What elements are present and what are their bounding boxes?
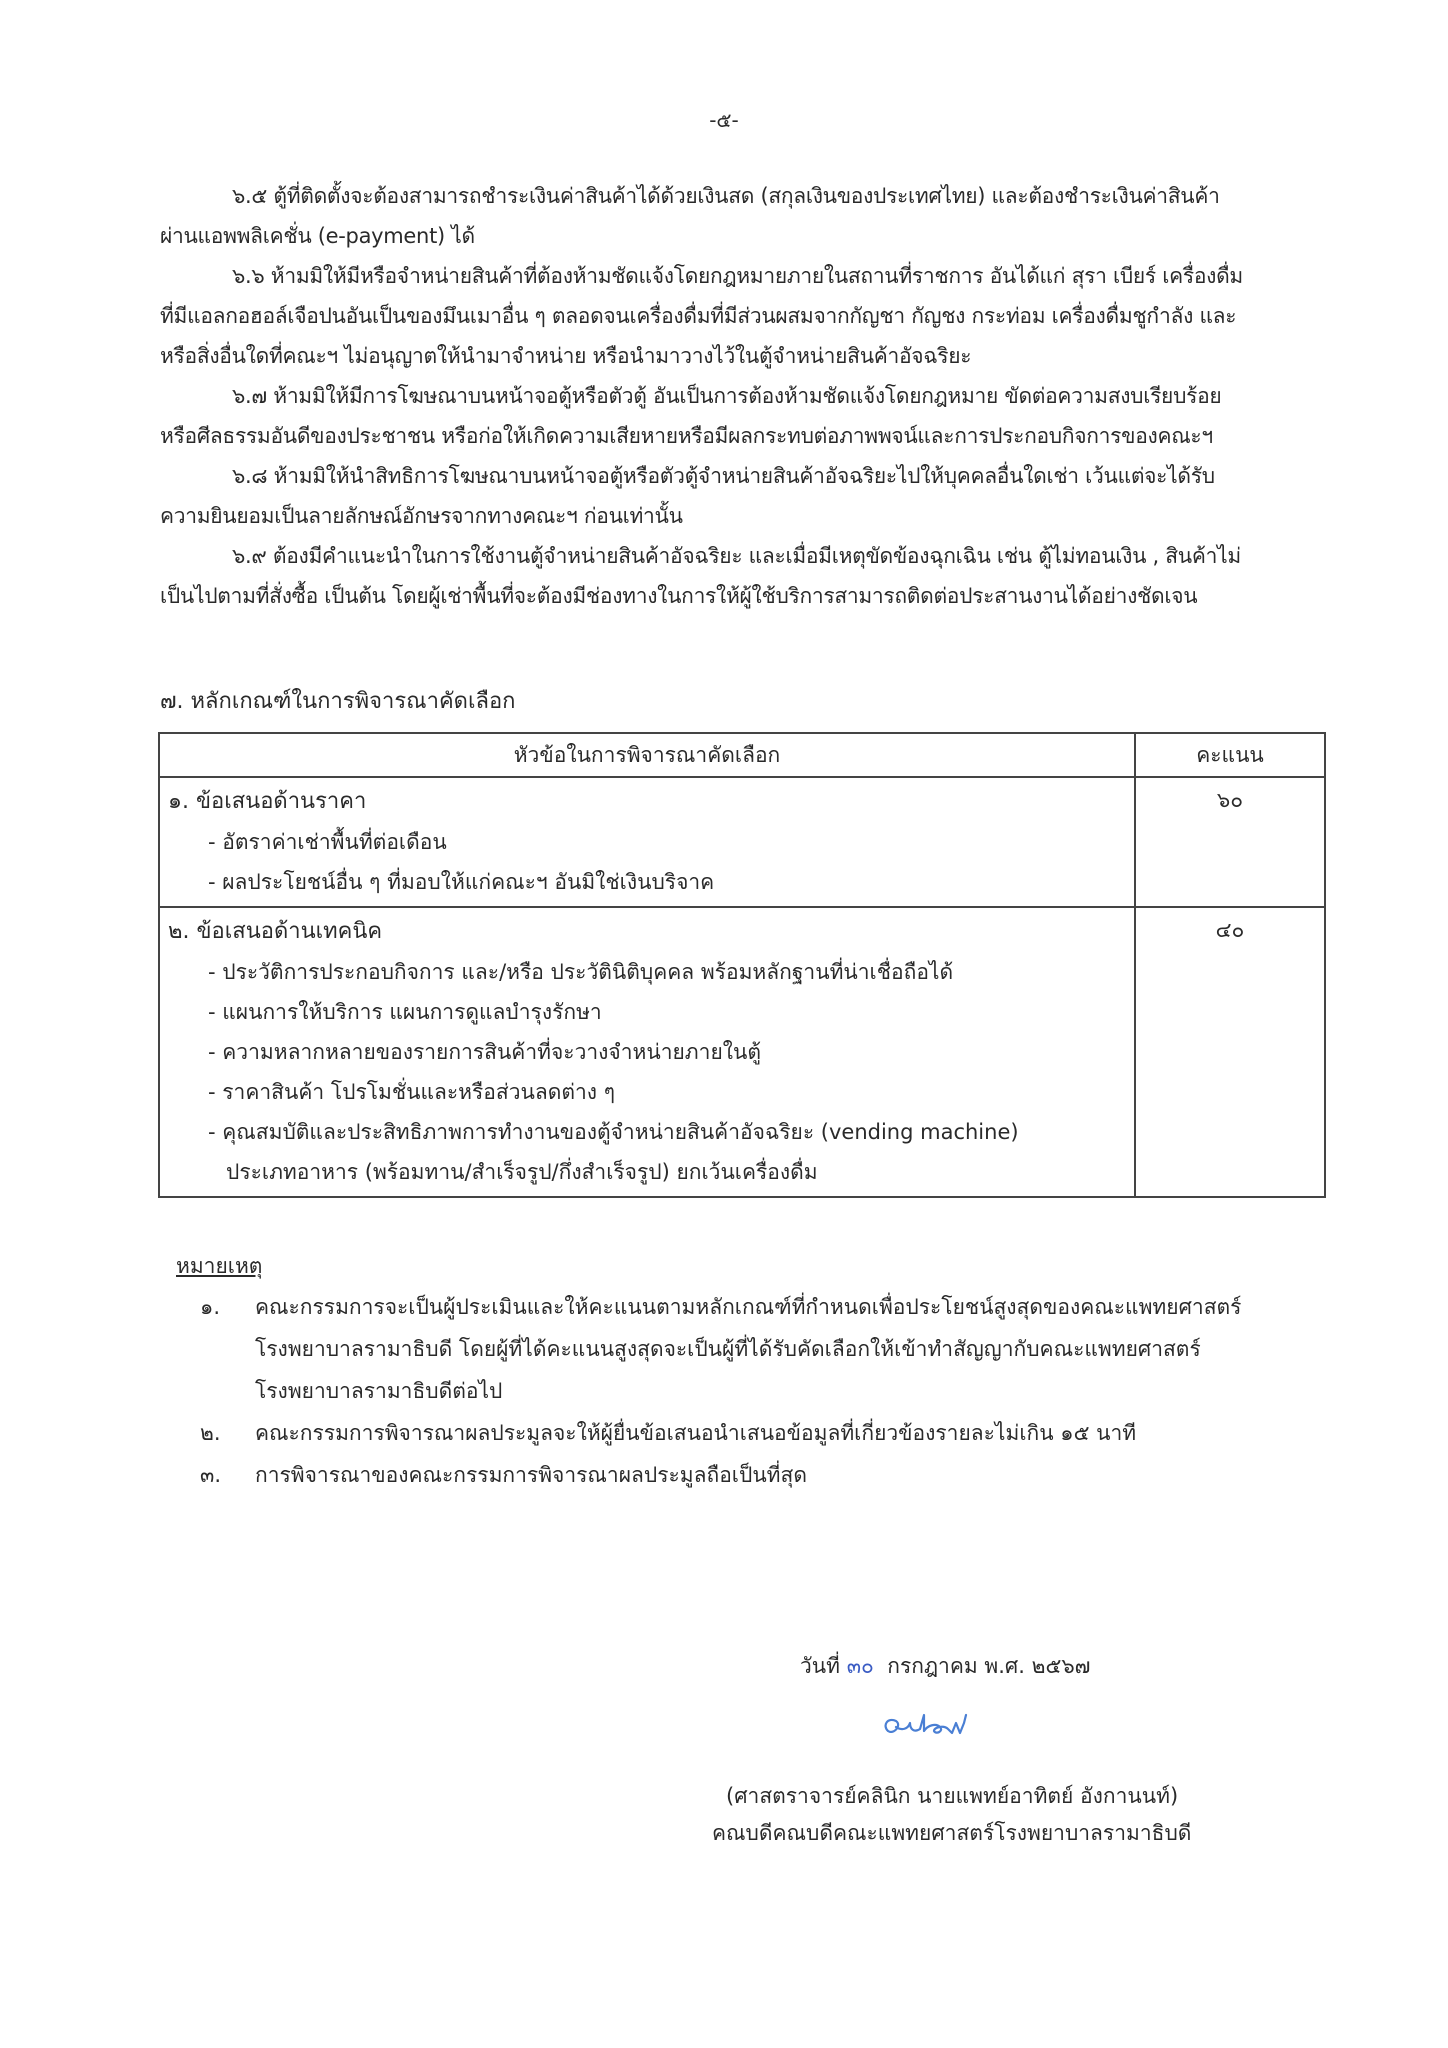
clause-line: หรือสิ่งอื่นใดที่คณะฯ ไม่อนุญาตให้นำมาจำหน่าย หรือนำมาวางไว้ในตู้จำหน่ายสินค้าอัจฉริยะ [160, 344, 972, 368]
signature-scribble-icon [880, 1705, 980, 1745]
notes-list [200, 1286, 1360, 1496]
signature-image [880, 1705, 980, 1745]
note-number: ๓. [200, 1463, 222, 1487]
topic-item: - แผนการให้บริการ แผนการดูแลบำรุงรักษา [208, 1000, 602, 1024]
header-topic: หัวข้อในการพิจารณาคัดเลือก [159, 733, 1135, 777]
signer-name: (ศาสตราจารย์คลินิก นายแพทย์อาทิตย์ อังกานนท์) [726, 1784, 1179, 1808]
clause-6-6 [160, 256, 1360, 376]
document-date [800, 1648, 1090, 1684]
section-7-title: ๗. หลักเกณฑ์ในการพิจารณาคัดเลือก [160, 689, 516, 714]
topic-item: - คุณสมบัติและประสิทธิภาพการทำงานของตู้จำหน่ายสินค้าอัจฉริยะ (vending machine) [208, 1120, 1019, 1144]
score-cell: ๔๐ [1135, 907, 1325, 1197]
note-body [255, 1454, 807, 1496]
clause-line: ๖.๖ ห้ามมิให้มีหรือจำหน่ายสินค้าที่ต้องห้ามชัดแจ้งโดยกฎหมายภายในสถานที่ราชการ อันได้แก่ สุรา เบียร์ เครื่องดื่ม [232, 264, 1243, 288]
note-number: ๒. [200, 1421, 221, 1445]
table-header-row [159, 733, 1325, 777]
note-body [255, 1286, 1241, 1412]
note-number: ๑. [200, 1295, 221, 1319]
date-prefix: วันที่ [800, 1654, 840, 1678]
clause-line: ๖.๙ ต้องมีคำแนะนำในการใช้งานตู้จำหน่ายสินค้าอัจฉริยะ และเมื่อมีเหตุขัดข้องฉุกเฉิน เช่น ตู้ไม่ทอนเงิน , สินค้าไม่ [232, 544, 1241, 568]
note-body [255, 1412, 1136, 1454]
note-item [200, 1412, 1360, 1454]
table-row [159, 777, 1325, 907]
clause-6-5 [160, 176, 1360, 256]
clause-6-8 [160, 456, 1360, 536]
date-day: ๓๐ [846, 1654, 874, 1678]
notes-title: หมายเหตุ [176, 1254, 263, 1278]
signer-title: คณบดีคณบดีคณะแพทยศาสตร์โรงพยาบาลรามาธิบดี [712, 1821, 1192, 1845]
note-line: คณะกรรมการจะเป็นผู้ประเมินและให้คะแนนตามหลักเกณฑ์ที่กำหนดเพื่อประโยชน์สูงสุดของคณะแพทยศาสตร์ [255, 1295, 1242, 1319]
score-cell: ๖๐ [1135, 777, 1325, 907]
clause-line: ๖.๘ ห้ามมิให้นำสิทธิการโฆษณาบนหน้าจอตู้หรือตัวตู้จำหน่ายสินค้าอัจฉริยะไปให้บุคคลอื่นใดเช่า เว้นแต่จะได้รับ [232, 464, 1215, 488]
page-number: -๕- [709, 108, 739, 132]
topic-item: - ผลประโยชน์อื่น ๆ ที่มอบให้แก่คณะฯ อันมิใช่เงินบริจาค [208, 870, 715, 894]
clause-line: ที่มีแอลกอฮอล์เจือปนอันเป็นของมึนเมาอื่น ๆ ตลอดจนเครื่องดื่มที่มีส่วนผสมจากกัญชา กัญชง กระท่อม เครื่องดื่มชูกำลัง และ [160, 304, 1237, 328]
clause-line: ๖.๗ ห้ามมิให้มีการโฆษณาบนหน้าจอตู้หรือตัวตู้ อันเป็นการต้องห้ามชัดแจ้งโดยกฎหมาย ขัดต่อความสงบเรียบร้อย [232, 384, 1222, 408]
topic-item-continuation: ประเภทอาหาร (พร้อมทาน/สำเร็จรูป/กึ่งสำเร็จรูป) ยกเว้นเครื่องดื่ม [226, 1160, 818, 1184]
table-row [159, 907, 1325, 1197]
note-line: โรงพยาบาลรามาธิบดีต่อไป [255, 1379, 503, 1403]
topic-item: - อัตราค่าเช่าพื้นที่ต่อเดือน [208, 830, 447, 854]
clause-line: ความยินยอมเป็นลายลักษณ์อักษรจากทางคณะฯ ก่อนเท่านั้น [160, 504, 683, 528]
topic-cell [159, 907, 1135, 1197]
topic-item: - ความหลากหลายของรายการสินค้าที่จะวางจำหน่ายภายในตู้ [208, 1040, 761, 1064]
header-score: คะแนน [1135, 733, 1325, 777]
topic-heading: ๒. ข้อเสนอด้านเทคนิค [168, 919, 383, 944]
clause-line: หรือศีลธรรมอันดีของประชาชน หรือก่อให้เกิดความเสียหายหรือมีผลกระทบต่อภาพพจน์และการประกอบกิจการของคณะฯ [160, 424, 1213, 448]
clause-line: เป็นไปตามที่สั่งซื้อ เป็นต้น โดยผู้เช่าพื้นที่จะต้องมีช่องทางในการให้ผู้ใช้บริการสามารถติดต่อประสานงานได้อย่างชัดเจน [160, 584, 1198, 608]
topic-item: - ประวัติการประกอบกิจการ และ/หรือ ประวัตินิติบุคคล พร้อมหลักฐานที่น่าเชื่อถือได้ [208, 960, 954, 984]
topic-cell [159, 777, 1135, 907]
clause-6-7 [160, 376, 1360, 456]
clause-line: ผ่านแอพพลิเคชั่น (e-payment) ได้ [160, 224, 475, 248]
note-item [200, 1286, 1360, 1412]
note-line: คณะกรรมการพิจารณาผลประมูลจะให้ผู้ยื่นข้อเสนอนำเสนอข้อมูลที่เกี่ยวข้องรายละไม่เกิน ๑๕ นาที [255, 1421, 1137, 1445]
date-month-year: กรกฎาคม พ.ศ. ๒๕๖๗ [887, 1654, 1091, 1678]
note-line: การพิจารณาของคณะกรรมการพิจารณาผลประมูลถือเป็นที่สุด [255, 1463, 807, 1487]
clause-6-9 [160, 536, 1360, 616]
criteria-table [158, 732, 1326, 1198]
note-item [200, 1454, 1360, 1496]
topic-item: - ราคาสินค้า โปรโมชั่นและหรือส่วนลดต่าง ๆ [208, 1080, 615, 1104]
clause-line: ๖.๕ ตู้ที่ติดตั้งจะต้องสามารถชำระเงินค่าสินค้าได้ด้วยเงินสด (สกุลเงินของประเทศไทย) และต้องชำระเงินค่าสินค้า [232, 184, 1220, 208]
topic-heading: ๑. ข้อเสนอด้านราคา [168, 789, 367, 814]
note-line: โรงพยาบาลรามาธิบดี โดยผู้ที่ได้คะแนนสูงสุดจะเป็นผู้ที่ได้รับคัดเลือกให้เข้าทำสัญญากับคณะแพทยศาสตร์ [255, 1337, 1201, 1361]
